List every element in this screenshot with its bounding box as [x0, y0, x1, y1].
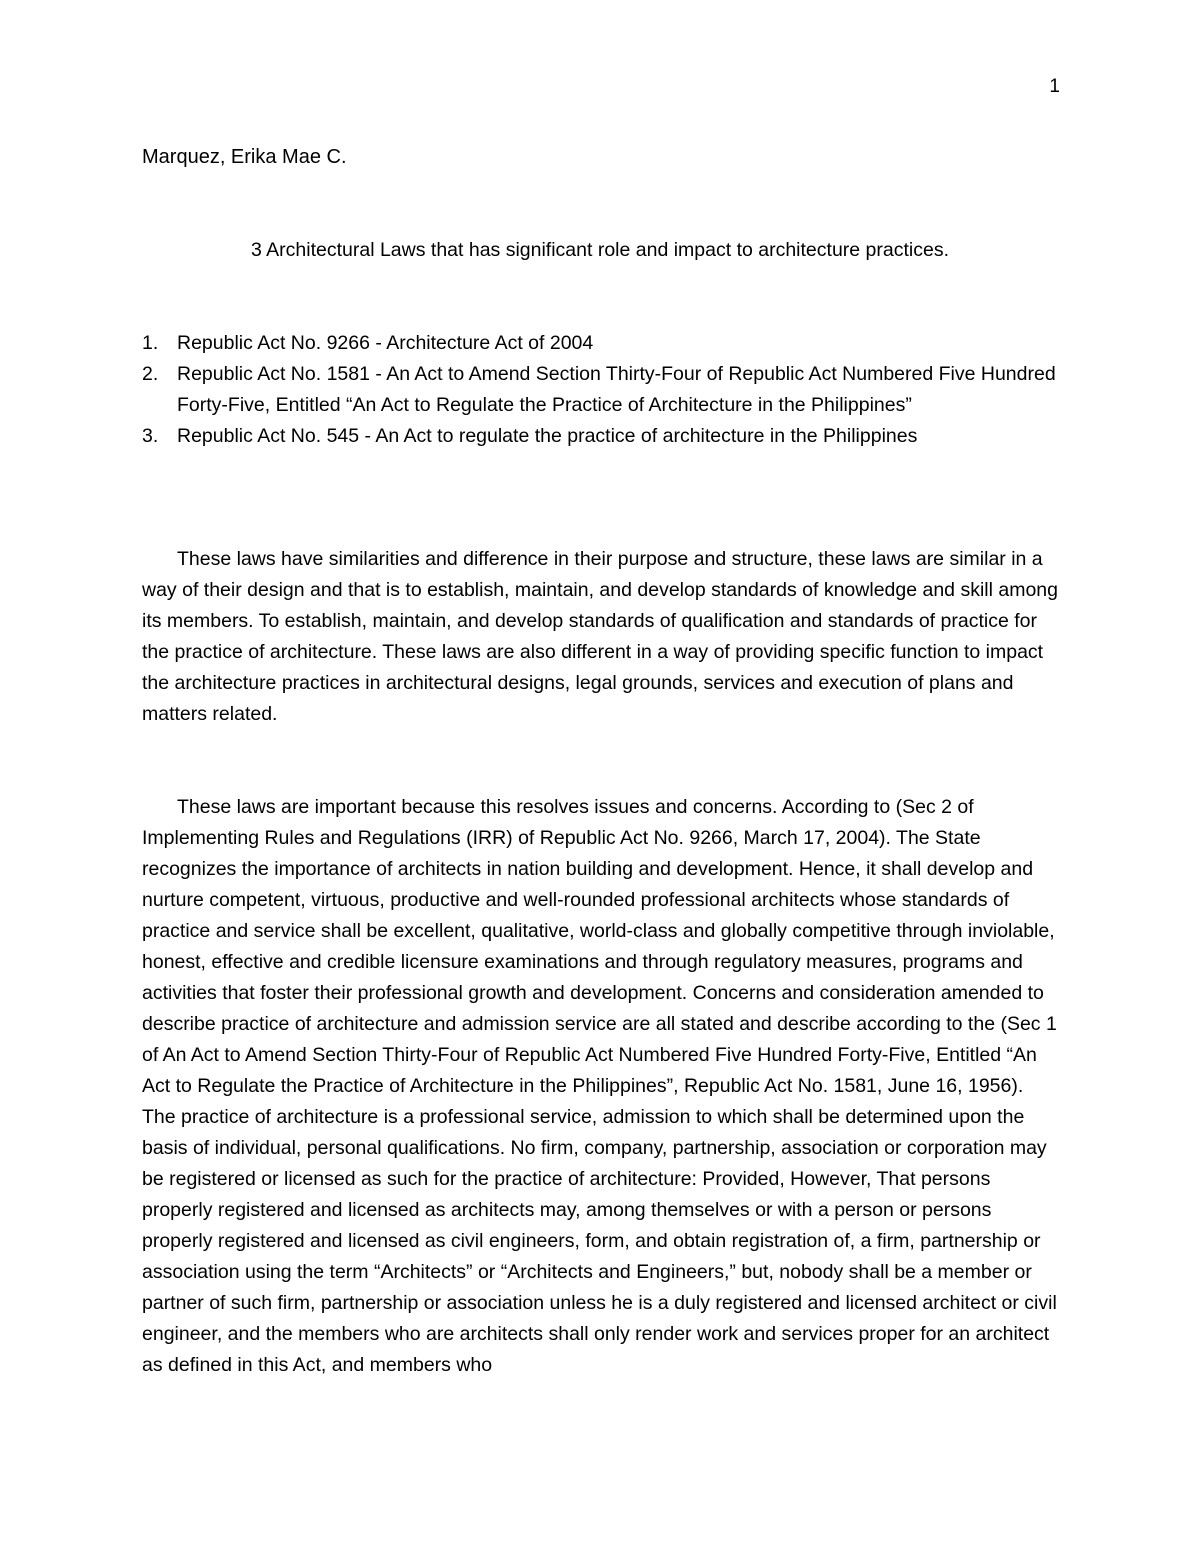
list-item	[142, 359, 1058, 421]
list-item	[142, 328, 1058, 359]
list-item-text: Republic Act No. 545 - An Act to regulate the practice of architecture in the Philippines	[177, 425, 918, 447]
law-list	[142, 328, 1058, 452]
body-paragraph: These laws have similarities and difference in their purpose and structure, these laws are similar in a way of their design and that is to establish, maintain, and develop standards of knowledge and skill among its members. To establish, maintain, and develop standards of qualification and standards of practice for the practice of architecture. These laws are also different in a way of providing specific function to impact the architecture practices in architectural designs, legal grounds, services and execution of plans and matters related.	[142, 548, 1058, 725]
page-number: 1	[1049, 76, 1060, 97]
list-item	[142, 421, 1058, 452]
body-paragraph: These laws are important because this resolves issues and concerns. According to (Sec 2 of Implementing Rules and Regulations (IRR) of Republic Act No. 9266, March 17, 2004). The State recognizes the importance of architects in nation building and development. Hence, it shall develop and nurture competent, virtuous, productive and well-rounded professional architects whose standards of practice and service shall be excellent, qualitative, world-class and globally competitive through inviolable, honest, effective and credible licensure examinations and through regulatory measures, programs and activities that foster their professional growth and development. Concerns and consideration amended to describe practice of architecture and admission service are all stated and describe according to the (Sec 1 of An Act to Amend Section Thirty-Four of Republic Act Numbered Five Hundred Forty-Five, Entitled “An Act to Regulate the Practice of Architecture in the Philippines”, Republic Act No. 1581, June 16, 1956). The practice of architecture is a professional service, admission to which shall be determined upon the basis of individual, personal qualifications. No firm, company, partnership, association or corporation may be registered or licensed as such for the practice of architecture: Provided, However, That persons properly registered and licensed as architects may, among themselves or with a person or persons properly registered and licensed as civil engineers, form, and obtain registration of, a firm, partnership or association using the term “Architects” or “Architects and Engineers,” but, nobody shall be a member or partner of such firm, partnership or association unless he is a duly registered and licensed architect or civil engineer, and the members who are architects shall only render work and services proper for an architect as defined in this Act, and members who	[142, 796, 1057, 1376]
list-item-number: 3.	[142, 425, 159, 447]
list-item-text: Republic Act No. 1581 - An Act to Amend Section Thirty-Four of Republic Act Numbered Five Hundred Forty-Five, Entitled “An Act to Regulate the Practice of Architecture in the Philippines”	[177, 363, 1056, 416]
document-title: 3 Architectural Laws that has significant role and impact to architecture practices.	[250, 239, 949, 261]
list-item-number: 1.	[142, 332, 159, 354]
author-name: Marquez, Erika Mae C.	[142, 146, 347, 168]
list-item-number: 2.	[142, 363, 159, 385]
list-item-text: Republic Act No. 9266 - Architecture Act of 2004	[177, 332, 594, 354]
